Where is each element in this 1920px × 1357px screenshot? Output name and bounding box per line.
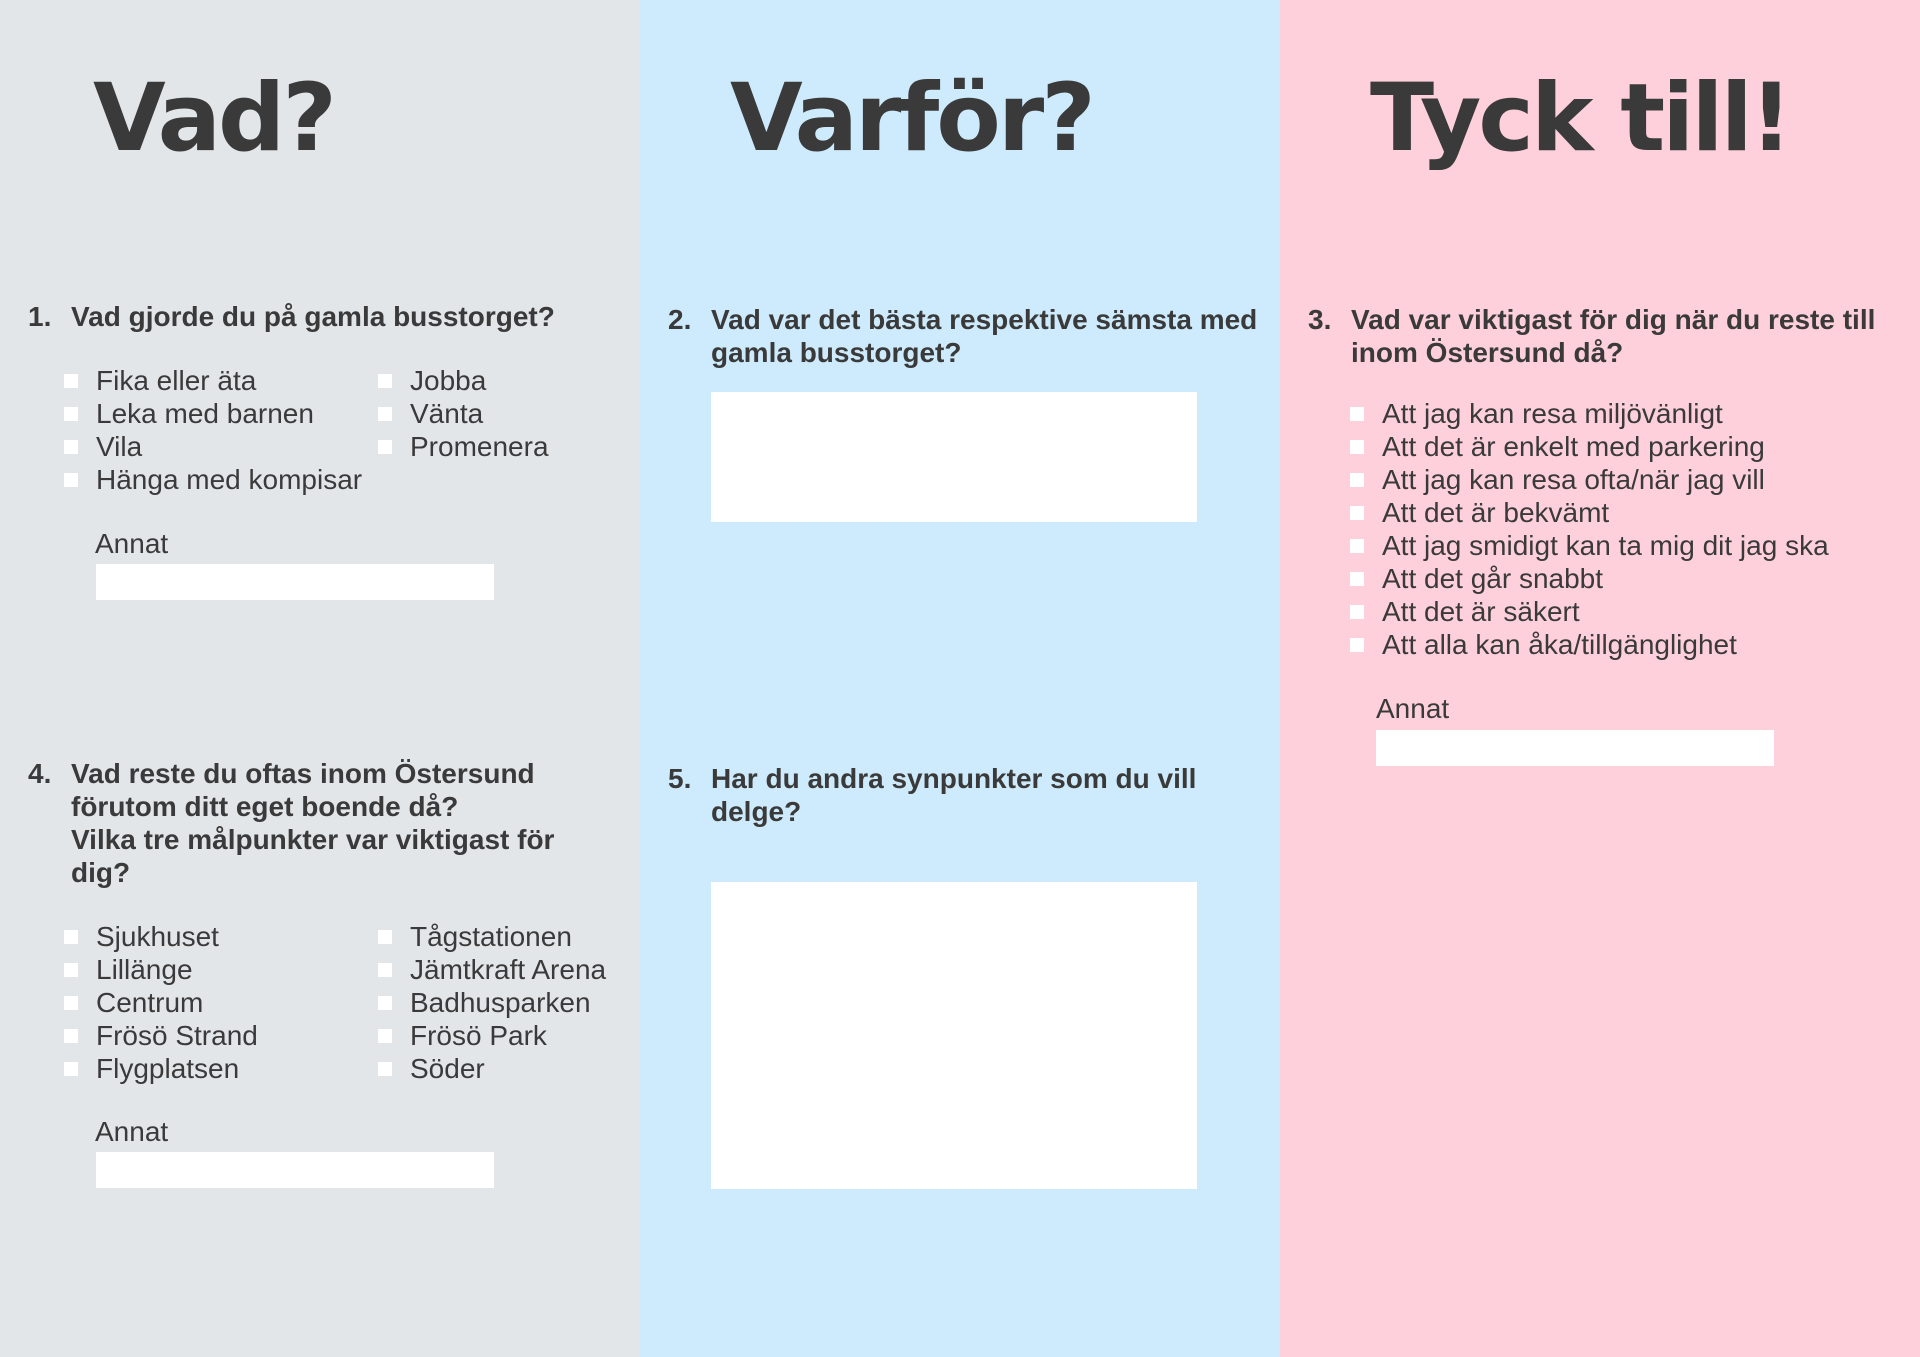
heading-varfor: Varför?: [730, 64, 1093, 173]
q1-option-label: Leka med barnen: [96, 398, 314, 429]
q3-option[interactable]: [1350, 496, 1829, 529]
heading-tyck-till: Tyck till!: [1370, 64, 1790, 173]
checkbox[interactable]: [1350, 572, 1364, 586]
q4-option-label: Centrum: [96, 987, 204, 1018]
question-4-number: 4.: [28, 758, 52, 789]
question-2-text: Vad var det bästa respektive sämsta med gamla busstorget?: [711, 304, 1258, 368]
q4-option-label: Jämtkraft Arena: [410, 954, 607, 985]
q4-option-label: Sjukhuset: [96, 921, 219, 952]
q4-option[interactable]: [378, 920, 606, 953]
q1-option-label: Vänta: [410, 398, 484, 429]
checkbox[interactable]: [64, 996, 78, 1010]
q3-other-label: Annat: [1376, 693, 1450, 724]
question-4: [28, 757, 618, 889]
q3-other-input[interactable]: [1376, 730, 1774, 766]
q5-answer-textarea[interactable]: [711, 882, 1197, 1189]
q2-answer-textarea[interactable]: [711, 392, 1197, 522]
checkbox[interactable]: [378, 963, 392, 977]
q1-option-label: Vila: [96, 431, 143, 462]
q3-option-label: Att det är säkert: [1382, 596, 1580, 627]
checkbox[interactable]: [378, 1062, 392, 1076]
question-2-number: 2.: [668, 304, 692, 335]
q1-options-right: [378, 364, 549, 463]
heading-vad: Vad?: [93, 64, 334, 173]
checkbox[interactable]: [64, 1029, 78, 1043]
checkbox[interactable]: [64, 440, 78, 454]
checkbox[interactable]: [64, 407, 78, 421]
q4-option[interactable]: [378, 986, 606, 1019]
column-vad: [0, 0, 640, 1357]
q4-option[interactable]: [378, 1052, 606, 1085]
q3-option[interactable]: [1350, 595, 1829, 628]
checkbox[interactable]: [1350, 638, 1364, 652]
question-3-number: 3.: [1308, 304, 1332, 335]
checkbox[interactable]: [64, 1062, 78, 1076]
q4-option-label: Badhusparken: [410, 987, 591, 1018]
q3-option-label: Att det är enkelt med parkering: [1382, 431, 1765, 462]
q1-option-label: Promenera: [410, 431, 549, 462]
q1-option[interactable]: [378, 430, 549, 463]
q1-option[interactable]: [64, 397, 362, 430]
q3-option[interactable]: [1350, 562, 1829, 595]
q1-option[interactable]: [378, 397, 549, 430]
column-varfor: [640, 0, 1280, 1357]
q4-option[interactable]: [64, 1019, 258, 1052]
q4-option-label: Tågstationen: [410, 921, 572, 952]
q4-option-label: Frösö Strand: [96, 1020, 258, 1051]
q1-option[interactable]: [64, 463, 362, 496]
question-5-number: 5.: [668, 763, 692, 794]
question-3: [1308, 303, 1898, 369]
question-4-text: Vad reste du oftas inom Östersund förutom ditt eget boende då?: [71, 758, 535, 822]
column-tyck-till: [1280, 0, 1920, 1357]
q1-option-label: Jobba: [410, 365, 487, 396]
question-3-text: Vad var viktigast för dig när du reste till inom Östersund då?: [1351, 304, 1876, 368]
q4-option-label: Flygplatsen: [96, 1053, 240, 1084]
q3-option[interactable]: [1350, 430, 1829, 463]
question-1-number: 1.: [28, 301, 52, 332]
checkbox[interactable]: [64, 930, 78, 944]
q4-option[interactable]: [378, 953, 606, 986]
q4-option[interactable]: [64, 953, 258, 986]
q4-option-label: Söder: [410, 1053, 485, 1084]
q3-option-label: Att det är bekvämt: [1382, 497, 1610, 528]
question-1-text: Vad gjorde du på gamla busstorget?: [71, 301, 555, 332]
checkbox[interactable]: [378, 930, 392, 944]
q3-option[interactable]: [1350, 529, 1829, 562]
checkbox[interactable]: [1350, 440, 1364, 454]
q4-option[interactable]: [64, 1052, 258, 1085]
q4-option[interactable]: [64, 920, 258, 953]
q1-other-label: Annat: [95, 528, 169, 559]
q4-options-right: [378, 920, 606, 1085]
q4-option-label: Frösö Park: [410, 1020, 547, 1051]
checkbox[interactable]: [1350, 605, 1364, 619]
q3-option-label: Att jag kan resa miljövänligt: [1382, 398, 1723, 429]
checkbox[interactable]: [378, 407, 392, 421]
question-5-text: Har du andra synpunkter som du vill delge?: [711, 763, 1197, 827]
q1-other-input[interactable]: [96, 564, 494, 600]
q3-option[interactable]: [1350, 397, 1829, 430]
q3-options: [1350, 397, 1829, 661]
q1-option-label: Hänga med kompisar: [96, 464, 363, 495]
q4-option[interactable]: [64, 986, 258, 1019]
q3-option-label: Att det går snabbt: [1382, 563, 1604, 594]
question-5: [668, 762, 1258, 828]
checkbox[interactable]: [1350, 506, 1364, 520]
checkbox[interactable]: [64, 374, 78, 388]
checkbox[interactable]: [1350, 539, 1364, 553]
checkbox[interactable]: [1350, 473, 1364, 487]
question-1: [28, 300, 618, 333]
q1-option[interactable]: [64, 364, 362, 397]
q3-option-label: Att jag kan resa ofta/när jag vill: [1382, 464, 1765, 495]
q4-options-left: [64, 920, 258, 1085]
question-2: [668, 303, 1258, 369]
checkbox[interactable]: [378, 1029, 392, 1043]
checkbox[interactable]: [378, 374, 392, 388]
q1-options-left: [64, 364, 362, 496]
q3-option[interactable]: [1350, 463, 1829, 496]
q1-option[interactable]: [64, 430, 362, 463]
q4-other-label: Annat: [95, 1116, 169, 1147]
checkbox[interactable]: [64, 963, 78, 977]
question-4-text-2: Vilka tre målpunkter var viktigast för dig?: [71, 824, 555, 888]
checkbox[interactable]: [378, 996, 392, 1010]
checkbox[interactable]: [1350, 407, 1364, 421]
q4-option-label: Lillänge: [96, 954, 193, 985]
q4-other-input[interactable]: [96, 1152, 494, 1188]
checkbox[interactable]: [378, 440, 392, 454]
q4-option[interactable]: [378, 1019, 606, 1052]
q1-option-label: Fika eller äta: [96, 365, 257, 396]
q3-option-label: Att jag smidigt kan ta mig dit jag ska: [1382, 530, 1829, 561]
q1-option[interactable]: [378, 364, 549, 397]
checkbox[interactable]: [64, 473, 78, 487]
q3-option-label: Att alla kan åka/tillgänglighet: [1382, 629, 1737, 660]
q3-option[interactable]: [1350, 628, 1829, 661]
